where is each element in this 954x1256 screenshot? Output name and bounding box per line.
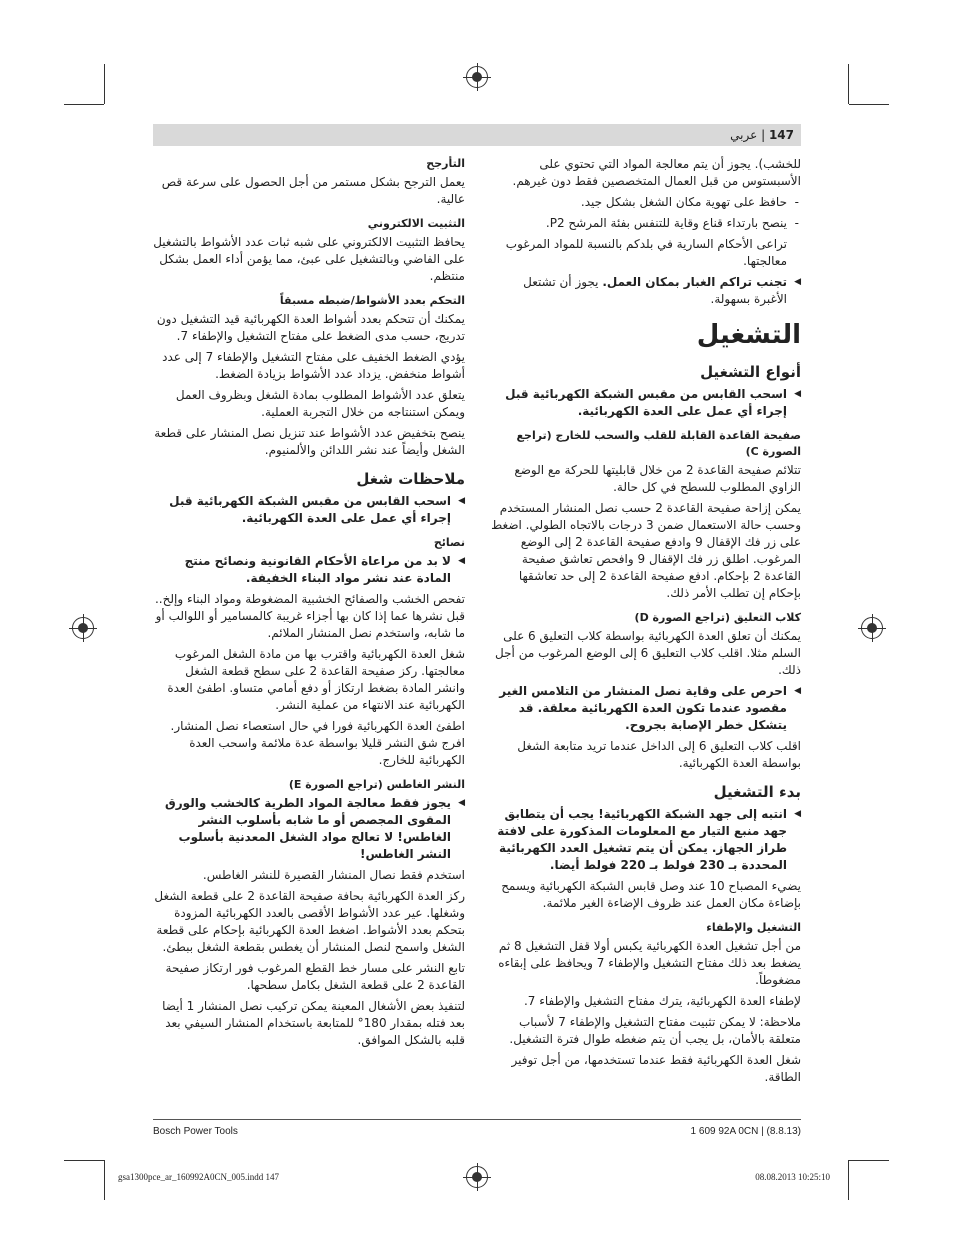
slug-date: 08.08.2013 10:25:10 xyxy=(755,1172,830,1182)
paragraph: يضيء المصباح 10 عند وصل قابس الشبكة الكهربائية ويسمح بإضاءة مكان العمل عند ظروف الإضاءة الغير ملائمة. xyxy=(501,879,801,910)
heading: كلاب التعليق (تراجع الصورة D) xyxy=(634,611,801,624)
registration-mark-icon xyxy=(72,617,94,639)
paragraph: من أجل تشغيل العدة الكهربائية يكبس أولا قفل التشغيل 8 ثم يضغط بعد ذلك مفتاح التشغيل والإطفاء 7 ويحافظ على إبقاءه مضغوطاً. xyxy=(498,939,801,987)
subsection-title: أنواع التشغيل xyxy=(700,363,801,381)
section-title: التشغيل xyxy=(696,320,801,350)
left-column xyxy=(153,156,465,1053)
crop-mark xyxy=(848,1160,849,1200)
paragraph: شغل العدة الكهربائية واقترب بها من مادة الشغل المرغوب معالجتها. ركز صفيحة القاعدة 2 على سطح قطعة الشغل وانشر المادة بضغط ارتكاز أو دفع أمامي متساو. اطفئ العدة الكهربائية عند الانتهاء من عملية النشر. xyxy=(167,647,465,712)
crop-mark xyxy=(64,1160,104,1161)
section-label: عربي xyxy=(730,128,758,142)
heading: التأرجح xyxy=(426,157,465,170)
crop-mark xyxy=(104,64,105,104)
heading: التحكم بعدد الأشواط/ضبطه مسبقاً xyxy=(279,294,465,307)
subsection-title: ملاحظات شغل xyxy=(356,470,465,488)
crop-mark xyxy=(849,1160,889,1161)
paragraph: تفحص الخشب والصفائح الخشبية المضغوطة ومواد البناء وإلخ.. قبل نشرها عما إذا كان بها أجزاء غريبة كالمسامير أو اللوالب أو ما شابه، واستخدم نصل المنشار الملائم. xyxy=(154,592,465,640)
footer-brand: Bosch Power Tools xyxy=(153,1126,238,1137)
warning-bullet: ◀ يجوز فقط معالجة المواد الطرية كالخشب والورق المقوى المجصص أو ما شابه بأسلوب النشر الغاطس! لا تعالج مواد الشغل المعدنية بأسلوب النشر الغاطس! xyxy=(153,795,465,863)
dash-item: - حافظ على تهوية مكان الشغل بشكل جيد. xyxy=(489,194,801,211)
heading: النشر الغاطس (تراجع الصورة E) xyxy=(288,778,465,791)
paragraph: يمكن إزاحة صفيحة القاعدة 2 حسب نصل المنشار المستخدم وحسب حالة الاستعمال ضمن 3 درجات بالاتجاه الطولي. اضغط على زر فك الإقفال 9 وادفع صفيحة القاعدة 2 إلى الوضع المرغوب. اطلق زر فك الإقفال 9 وافحص تعاشق صفيحة القاعدة 2 بإحكام. ادفع صفيحة القاعدة 2 إلى حد تعاشقها بإحكام إن تطلب الأمر ذلك. xyxy=(491,501,801,600)
paragraph: تابع النشر على مسار خط القطع المرغوب فور ارتكاز صفيحة القاعدة 2 على قطعة الشغل بكامل سطحها. xyxy=(165,961,465,992)
paragraph: ركز العدة الكهربائية بحافة صفيحة القاعدة 2 على قطعة الشغل وشغلها. عير عدد الأشواط الأقصى بالعدد الكهربائية المزودة بتحكم بعدد الأشواط. اضغط العدة الكهربائية بإحكام على قطعة الشغل واسمح لنصل المنشار أن يغطس بقطعة الشغل ببطئ. xyxy=(154,889,465,954)
paragraph: يؤدي الضغط الخفيف على مفتاح التشغيل والإطفاء 7 إلى عدد أشواط منخفض. يزداد عدد الأشواط بزيادة الضغط. xyxy=(162,350,465,381)
crop-mark xyxy=(104,1160,105,1200)
paragraph: ينصح بتخفيض عدد الأشواط عند تنزيل نصل المنشار على قطعة الشغل وأيضاً عند نشر اللدائن والألمنيوم. xyxy=(154,426,465,457)
footer-divider xyxy=(153,1119,801,1120)
dash-item: - ينصح بارتداء قناع وقاية للتنفس بفئة المرشح P2. xyxy=(489,215,801,232)
crop-mark xyxy=(64,104,104,105)
paragraph: يتعلق عدد الأشواط المطلوب بمادة الشغل وبظروف العمل ويمكن استنتاجه من خلال التجربة العملية. xyxy=(175,388,465,419)
paragraph: يمكنك أن تتحكم بعدد أشواط العدة الكهربائية قيد التشغيل دون تدريج، حسب مدى الضغط على مفتاح التشغيل والإطفاء 7. xyxy=(156,312,465,343)
paragraph: اقلب كلاب التعليق 6 إلى الداخل عندما تريد متابعة الشغل بواسطة العدة الكهربائية. xyxy=(517,739,801,770)
bullet-bold: تجنب تراكم الغبار بمكان العمل. xyxy=(602,275,787,289)
bullet-text: يجوز أن تشتعل الأغبرة بسهولة. xyxy=(523,275,787,306)
page-number: 147 xyxy=(768,128,794,142)
warning-bullet: ◀ لا بد من مراعاة الأحكام القانونية ونصائح منتج المادة عند نشر مواد البناء الخفيفة. xyxy=(153,553,465,587)
heading: التثبيت الالكتروني xyxy=(367,217,465,230)
paragraph: تراعى الأحكام السارية في بلدكم بالنسبة للمواد المرغوب معالجتها. xyxy=(505,237,787,268)
paragraph: تتلائم صفيحة القاعدة 2 من خلال قابليتها للحركة مع الوضع الزاوي المطلوب للسطح في كل حالة. xyxy=(514,463,801,494)
crop-mark xyxy=(848,64,849,104)
heading: التشغيل والإطفاء xyxy=(706,921,801,934)
paragraph: اطفئ العدة الكهربائية فورا في حال استعصاء نصل المنشار. افرج شق النشر قليلا بواسطة عدة ملائمة واسحب العدة الكهربائية للخارج. xyxy=(170,719,465,767)
paragraph: استخدم فقط نصال المنشار القصيرة للنشر الغاطس. xyxy=(202,868,465,882)
paragraph: يعمل الترجح بشكل مستمر من أجل الحصول على سرعة قص عالية. xyxy=(161,175,465,206)
paragraph: يمكنك أن تعلق العدة الكهربائية بواسطة كلاب التعليق 6 على السلم مثلا. اقلب كلاب التعليق 6 إلى الوضع المرغوب من أجل ذلك. xyxy=(495,629,801,677)
warning-bullet xyxy=(489,274,801,308)
warning-bullet: ◀ انتبه إلى جهد الشبكة الكهربائية! يجب أن يتطابق جهد منبع التيار مع المعلومات المذكورة على لافتة طراز الجهاز. يمكن أن يتم تشغيل العدد الكهربائية المحددة بـ 230 فولط بـ 220 فولط أيضا. xyxy=(489,806,801,874)
paragraph: للخشب). يجوز أن يتم معالجة المواد التي تحتوي على الأسبستوس من قبل العمال المتخصصين فقط دون غيرهم. xyxy=(512,157,801,188)
header-bar xyxy=(153,124,801,146)
right-column xyxy=(489,156,801,1090)
paragraph: لإطفاء العدة الكهربائية، يترك مفتاح التشغيل والإطفاء 7. xyxy=(523,994,801,1008)
page-header: 147 | عربي xyxy=(730,128,794,142)
crop-mark xyxy=(849,104,889,105)
paragraph: ملاحظة: لا يمكن تثبيت مفتاح التشغيل والإطفاء 7 لأسباب متعلقة بالأمان، بل يجب أن يتم ضغطه طوال فترة التشغيل. xyxy=(509,1015,801,1046)
heading: صفيحة القاعدة القابلة للقلب والسحب للخارج (تراجع الصورة C) xyxy=(516,429,801,458)
registration-mark-icon xyxy=(466,66,488,88)
warning-bullet: ◀ اسحب القابس من مقبس الشبكة الكهربائية قبل إجراء أي عمل على العدة الكهربائية. xyxy=(153,493,465,527)
heading: نصائح xyxy=(433,536,465,549)
registration-mark-icon xyxy=(466,1166,488,1188)
subsection-title: بدء التشغيل xyxy=(713,783,801,801)
warning-bullet: ◀ احرص على وقاية نصل المنشار من التلامس الغير مقصود عندما تكون العدة الكهربائية معلقة. قد يتشكل خطر الإصابة بجروح. xyxy=(489,683,801,734)
registration-mark-icon xyxy=(861,617,883,639)
paragraph: شغل العدة الكهربائية فقط عندما تستخدمها، من أجل توفير الطاقة. xyxy=(511,1053,801,1084)
footer-doc-code: 1 609 92A 0CN | (8.8.13) xyxy=(690,1126,801,1137)
warning-bullet: ◀ اسحب القابس من مقبس الشبكة الكهربائية قبل إجراء أي عمل على العدة الكهربائية. xyxy=(489,386,801,420)
slug-file: gsa1300pce_ar_160992A0CN_005.indd 147 xyxy=(118,1172,279,1182)
paragraph: لتنفيذ بعض الأشغال المعينة يمكن تركيب نصل المنشار 1 أيضا بعد فتله بمقدار 180° للمتابعة باستخدام المنشار السيفي بعد قلبه بالشكل الموافق. xyxy=(162,999,465,1047)
paragraph: يحافظ التثبيت الالكتروني على شبه ثبات عدد الأشواط بالتشغيل على الفاضي وبالتشغيل على عبئ، مما يؤمن أداء العمل بشكل منتظم. xyxy=(153,235,465,283)
